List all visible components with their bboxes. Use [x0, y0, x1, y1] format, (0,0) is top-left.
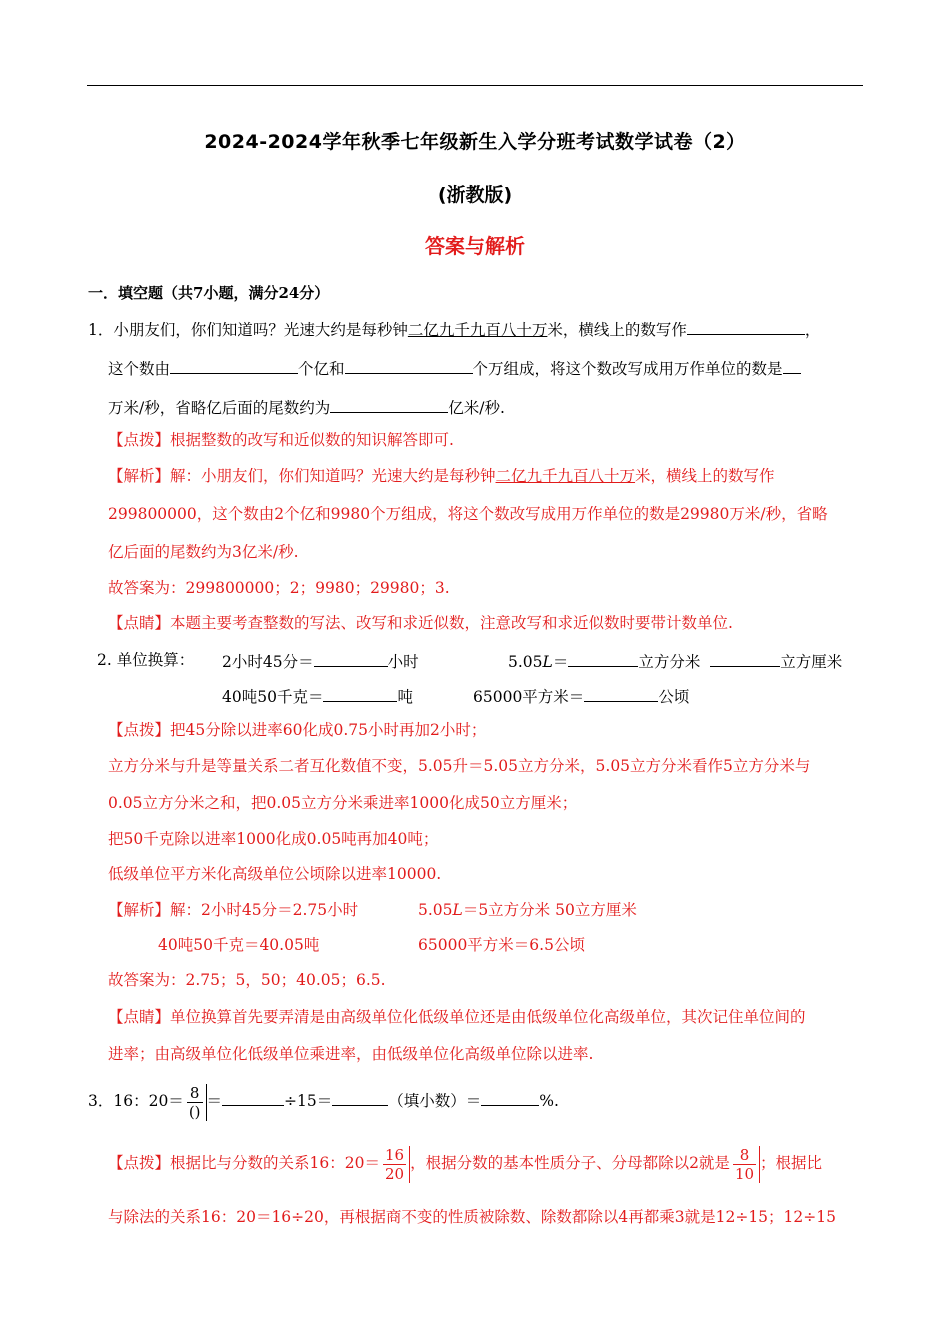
- q1-answer: 故答案为：299800000；2；9980；29980；3.: [108, 579, 450, 597]
- q3-line1: 3．16：20＝ $\frac{8}{()}$ ＝ ÷15＝ （填小数）＝ %.: [88, 1083, 559, 1121]
- q1-solution-line2: 299800000，这个数由2个亿和9980个万组成，将这个数改写成用万作单位的数是29980万米/秒，省略: [108, 505, 828, 523]
- q2-item-b: 5.05L＝ 立方分米 立方厘米: [508, 650, 842, 672]
- answer-blank[interactable]: [481, 1089, 539, 1106]
- answer-blank[interactable]: [584, 685, 658, 702]
- q3-hint-line2: 与除法的关系16：20＝16÷20，再根据商不变的性质被除数、除数都除以4再都乘3就是12÷15；12÷15: [108, 1208, 836, 1226]
- q2-hint-line2: 立方分米与升是等量关系二者互化数值不变，5.05升＝5.05立方分米，5.05立方分米看作5立方分米与: [108, 757, 811, 775]
- document-edition: (浙教版): [437, 184, 513, 206]
- q2-note-line2: 进率；由高级单位化低级单位乘进率，由低级单位化高级单位除以进率.: [108, 1045, 594, 1063]
- q2-solution-d: 65000平方米＝6.5公顷: [418, 936, 585, 954]
- q2-hint-line3: 0.05立方分米之和，把0.05立方分米乘进率1000化成50立方厘米；: [108, 794, 578, 812]
- q1-line1: 1．小朋友们，你们知道吗？光速大约是每秒钟二亿九千九百八十万米，横线上的数写作 ，: [88, 318, 820, 340]
- q2-solution-c: 40吨50千克＝40.05吨: [158, 936, 320, 954]
- fraction: $\frac{16}{20}$: [380, 1146, 410, 1183]
- q2-answer: 故答案为：2.75；5，50；40.05；6.5.: [108, 971, 386, 989]
- q2-item-d: 65000平方米＝ 公顷: [473, 685, 689, 707]
- q2-hint-line5: 低级单位平方米化高级单位公顷除以进率10000.: [108, 865, 442, 883]
- answer-blank[interactable]: [710, 650, 780, 667]
- answer-blank[interactable]: [330, 396, 448, 413]
- q2-line1: 2. 单位换算：: [97, 651, 195, 669]
- answer-blank[interactable]: [345, 357, 473, 374]
- answer-blank[interactable]: [687, 318, 805, 335]
- fraction: $\frac{8}{10}$: [730, 1146, 760, 1183]
- q1-solution-line1: 【解析】解：小朋友们，你们知道吗？光速大约是每秒钟二亿九千九百八十万米，横线上的数写作: [108, 467, 775, 485]
- q3-hint-line1: 【点拨】根据比与分数的关系16：20＝ $\frac{16}{20}$ ，根据分数的基本性质分子、分母都除以2就是 $\frac{8}{10}$ ；根据比: [108, 1145, 823, 1183]
- answer-blank[interactable]: [323, 685, 397, 702]
- answer-blank[interactable]: [314, 650, 388, 667]
- answer-blank[interactable]: [568, 650, 638, 667]
- section-heading: 一．填空题（共7小题，满分24分）: [88, 284, 330, 302]
- fraction: $\frac{8}{()}$: [184, 1084, 207, 1121]
- answer-blank[interactable]: [332, 1089, 388, 1106]
- q2-hint-line4: 把50千克除以进率1000化成0.05吨再加40吨；: [108, 830, 439, 848]
- q2-solution-a: 【解析】解：2小时45分＝2.75小时: [108, 901, 359, 919]
- q2-hint-line1: 【点拨】把45分除以进率60化成0.75小时再加2小时；: [108, 721, 487, 739]
- header-rule: [87, 85, 863, 86]
- q2-solution-b: 5.05L＝5立方分米 50立方厘米: [418, 901, 637, 919]
- answer-blank[interactable]: [222, 1089, 284, 1106]
- answer-blank[interactable]: [170, 357, 298, 374]
- q1-solution-line3: 亿后面的尾数约为3亿米/秒.: [108, 543, 299, 561]
- document-subtitle: 答案与解析: [425, 234, 525, 258]
- q1-line2: 这个数由 个亿和 个万组成，将这个数改写成用万作单位的数是: [108, 357, 801, 379]
- answer-blank[interactable]: [783, 357, 801, 374]
- q2-note-line1: 【点睛】单位换算首先要弄清是由高级单位化低级单位还是由低级单位化高级单位，其次记住单位间的: [108, 1008, 806, 1026]
- q2-item-a: 2小时45分＝ 小时: [222, 650, 419, 672]
- q1-line3: 万米/秒，省略亿后面的尾数约为 亿米/秒.: [108, 396, 505, 418]
- q1-hint: 【点拨】根据整数的改写和近似数的知识解答即可.: [108, 431, 454, 449]
- q1-note: 【点睛】本题主要考查整数的写法、改写和求近似数，注意改写和求近似数时要带计数单位.: [108, 614, 733, 632]
- q2-item-c: 40吨50千克＝ 吨: [222, 685, 413, 707]
- document-title: 2024-2024学年秋季七年级新生入学分班考试数学试卷（2）: [204, 131, 746, 153]
